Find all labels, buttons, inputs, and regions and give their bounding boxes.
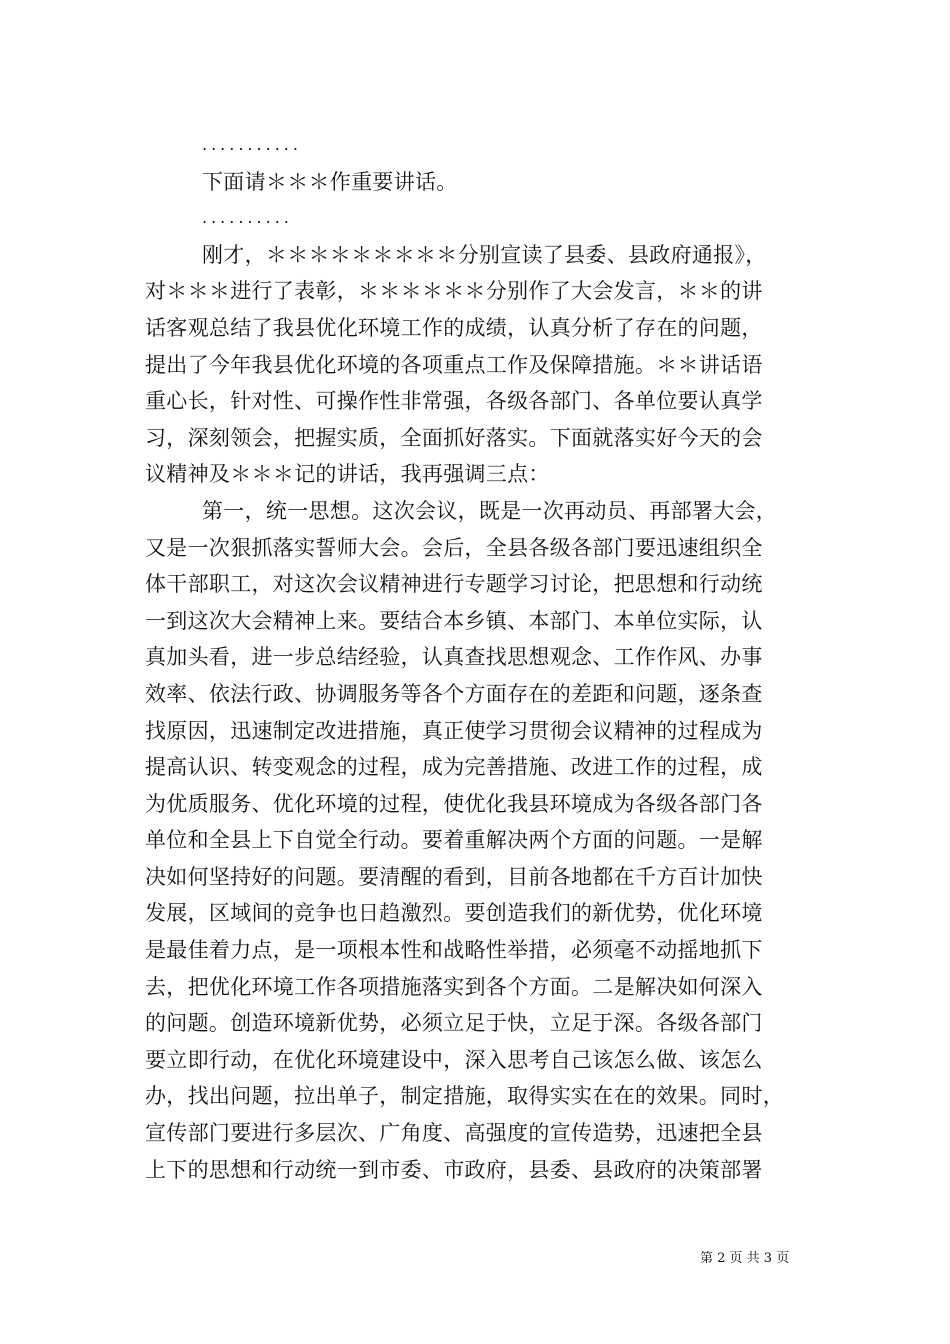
text-line: 下面请＊＊＊作重要讲话。 — [202, 169, 458, 194]
text-line: 决如何坚持好的问题。要清醒的看到，目前各地都在千方百计加快 — [145, 864, 763, 889]
document-body — [145, 127, 805, 1188]
text-line: 效率、依法行政、协调服务等各个方面存在的差距和问题，逐条查 — [145, 681, 763, 706]
text-line: 为优质服务、优化环境的过程，使优化我县环境成为各级各部门各 — [145, 791, 763, 816]
text-line: 要立即行动，在优化环境建设中，深入思考自己该怎么做、该怎么 — [145, 1047, 763, 1072]
text-line: 的问题。创造环境新优势，必须立足于快，立足于深。各级各部门 — [145, 1011, 763, 1036]
text-line: 去，把优化环境工作各项措施落实到各个方面。二是解决如何深入 — [145, 974, 763, 999]
text-line: 话客观总结了我县优化环境工作的成绩，认真分析了存在的问题， — [145, 315, 763, 340]
text-line: 对＊＊＊进行了表彰，＊＊＊＊＊＊分别作了大会发言，＊＊的讲 — [145, 279, 763, 304]
text-line: 一到这次大会精神上来。要结合本乡镇、本部门、本单位实际，认 — [145, 608, 763, 633]
text-line: 真加头看，进一步总结经验，认真查找思想观念、工作作风、办事 — [145, 645, 763, 670]
text-line: 议精神及＊＊＊记的讲话，我再强调三点： — [145, 462, 550, 487]
page-number-footer: 第 2 页 共 3 页 — [700, 1251, 790, 1266]
text-line: 重心长，针对性、可操作性非常强，各级各部门、各单位要认真学 — [145, 389, 763, 414]
text-line: 又是一次狠抓落实誓师大会。会后，全县各级各部门要迅速组织全 — [145, 535, 763, 560]
text-line: 单位和全县上下自觉全行动。要着重解决两个方面的问题。一是解 — [145, 828, 763, 853]
text-line: 上下的思想和行动统一到市委、市政府，县委、县政府的决策部署 — [145, 1157, 763, 1182]
text-line: ........... — [202, 135, 302, 154]
text-line: 第一，统一思想。这次会议，既是一次再动员、再部署大会， — [202, 498, 778, 523]
text-line: 提高认识、转变观念的过程，成为完善措施、改进工作的过程，成 — [145, 755, 763, 780]
text-line: .......... — [202, 208, 293, 228]
text-line: 宣传部门要进行多层次、广角度、高强度的宣传造势，迅速把全县 — [145, 1121, 763, 1146]
text-line: 习，深刻领会，把握实质，全面抓好落实。下面就落实好今天的会 — [145, 425, 763, 450]
text-line: 办，找出问题，拉出单子，制定措施，取得实实在在的效果。同时， — [145, 1084, 784, 1109]
text-line: 发展，区域间的竞争也日趋激烈。要创造我们的新优势，优化环境 — [145, 901, 763, 926]
text-line: 是最佳着力点，是一项根本性和战略性举措，必须毫不动摇地抓下 — [145, 938, 763, 963]
text-line: 刚才，＊＊＊＊＊＊＊＊＊分别宣读了县委、县政府通报》， — [202, 242, 767, 267]
text-line: 提出了今年我县优化环境的各项重点工作及保障措施。＊＊讲话语 — [145, 352, 763, 377]
text-line: 体干部职工，对这次会议精神进行专题学习讨论，把思想和行动统 — [145, 572, 763, 597]
text-line: 找原因，迅速制定改进措施，真正使学习贯彻会议精神的过程成为 — [145, 718, 763, 743]
